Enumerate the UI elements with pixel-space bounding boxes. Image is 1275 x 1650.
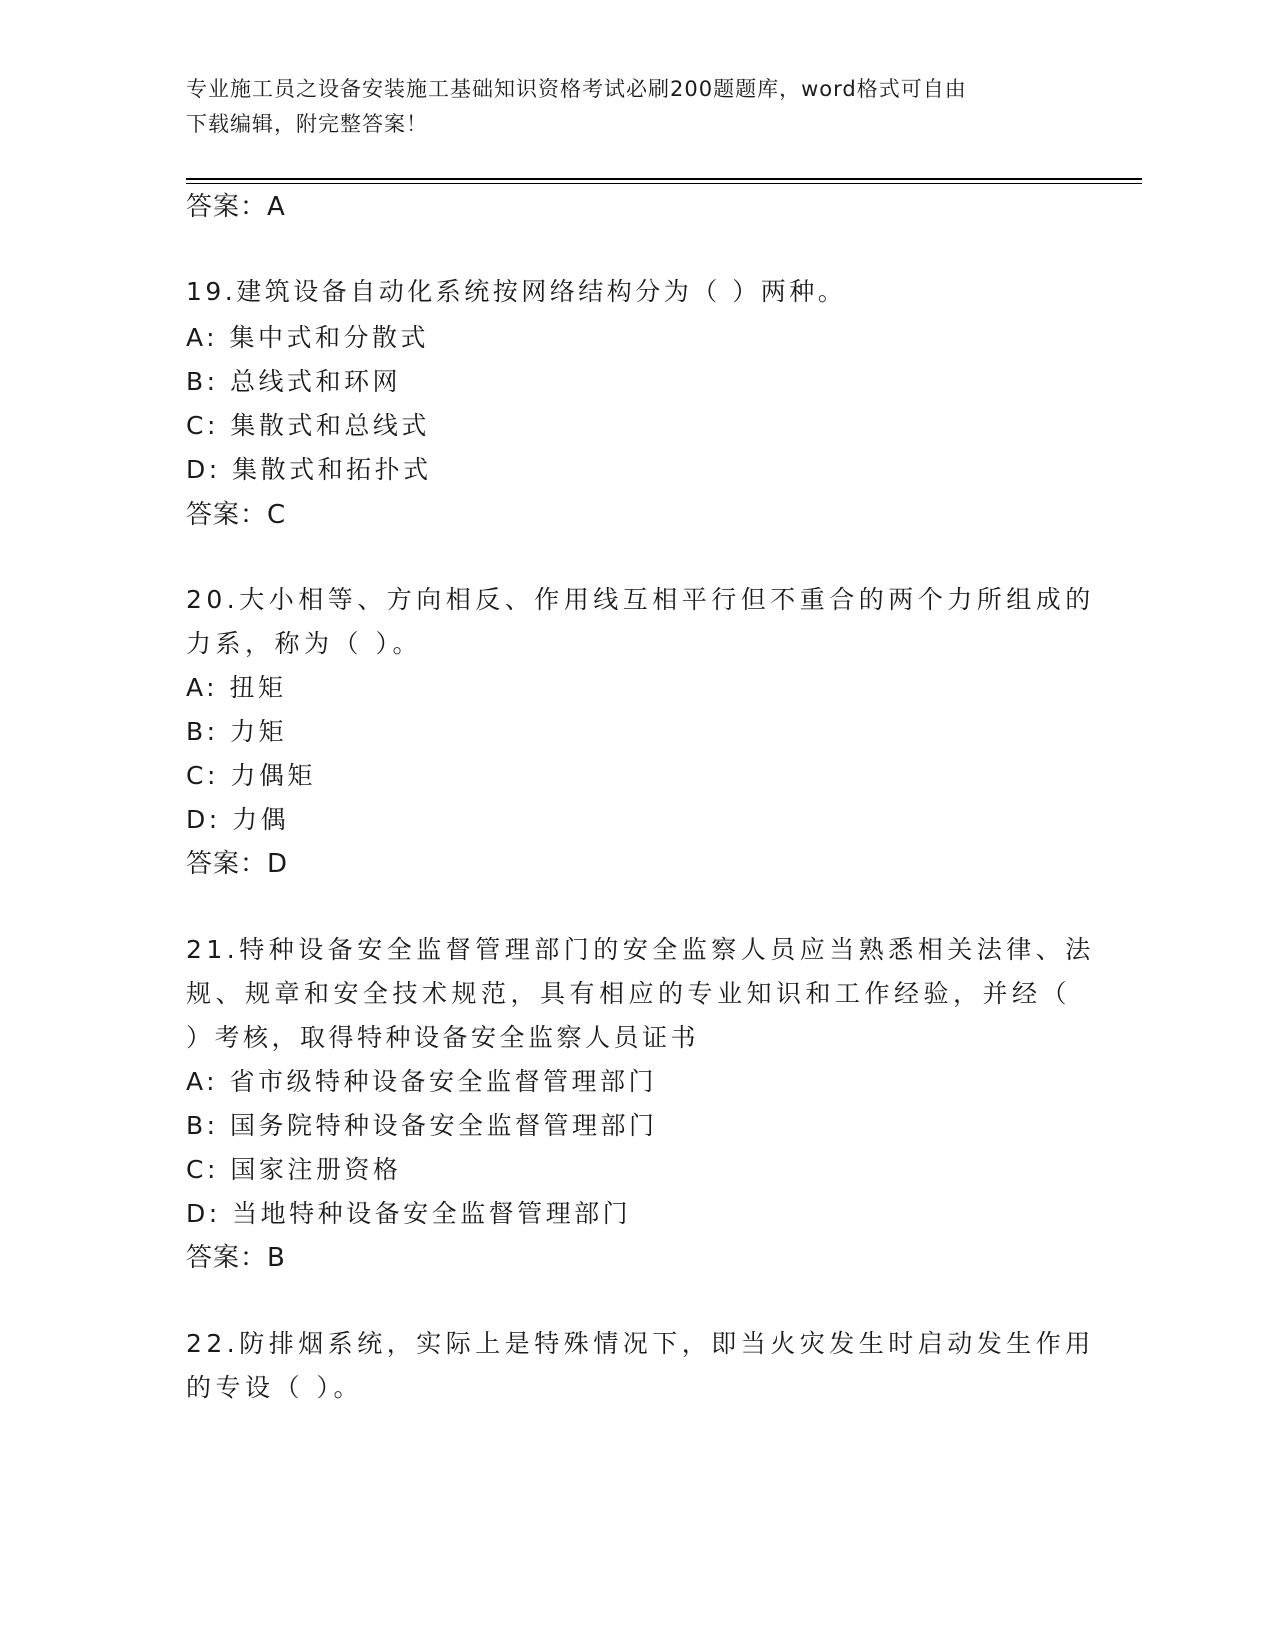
question-20-text-line-1: 20.大小相等、方向相反、作用线互相平行但不重合的两个力所组成的 bbox=[186, 585, 1095, 614]
question-20-option-a: A: 扭矩 bbox=[186, 673, 287, 702]
question-22-text-line-2: 的专设（ ）。 bbox=[186, 1373, 363, 1402]
header-line-2: 下载编辑，附完整答案！ bbox=[186, 112, 428, 136]
previous-answer: 答案：A bbox=[186, 192, 286, 222]
header-line-1: 专业施工员之设备安装施工基础知识资格考试必刷200题题库，word格式可自由 bbox=[186, 77, 967, 101]
question-21-text-line-3: ）考核，取得特种设备安全监察人员证书 bbox=[186, 1023, 700, 1052]
question-20-option-c: C: 力偶矩 bbox=[186, 761, 316, 790]
page-header bbox=[186, 72, 1066, 142]
question-19-option-c: C: 集散式和总线式 bbox=[186, 411, 430, 440]
question-19-answer: 答案：C bbox=[186, 500, 287, 530]
question-21-answer: 答案：B bbox=[186, 1243, 286, 1273]
question-19-option-d: D: 集散式和拓扑式 bbox=[186, 455, 432, 484]
question-21-option-a: A: 省市级特种设备安全监督管理部门 bbox=[186, 1067, 658, 1096]
question-19-option-b: B: 总线式和环网 bbox=[186, 367, 402, 396]
question-20-option-b: B: 力矩 bbox=[186, 717, 288, 746]
question-20-text-line-2: 力系，称为（ ）。 bbox=[186, 629, 422, 658]
question-21-option-b: B: 国务院特种设备安全监督管理部门 bbox=[186, 1111, 658, 1140]
question-20-answer: 答案：D bbox=[186, 849, 289, 879]
question-20-option-d: D: 力偶 bbox=[186, 805, 290, 834]
question-21-text-line-1: 21.特种设备安全监督管理部门的安全监察人员应当熟悉相关法律、法 bbox=[186, 935, 1095, 964]
question-19-text: 19.建筑设备自动化系统按网络结构分为（ ）两种。 bbox=[186, 277, 847, 306]
header-divider-thick bbox=[186, 178, 1142, 180]
question-22-text-line-1: 22.防排烟系统，实际上是特殊情况下，即当火灾发生时启动发生作用 bbox=[186, 1329, 1095, 1358]
question-21-option-d: D: 当地特种设备安全监督管理部门 bbox=[186, 1199, 632, 1228]
header-divider-thin bbox=[186, 183, 1142, 184]
question-19-option-a: A: 集中式和分散式 bbox=[186, 323, 430, 352]
question-21-text-line-2: 规、规章和安全技术规范，具有相应的专业知识和工作经验，并经（ bbox=[186, 979, 1072, 1008]
question-21-option-c: C: 国家注册资格 bbox=[186, 1155, 402, 1184]
